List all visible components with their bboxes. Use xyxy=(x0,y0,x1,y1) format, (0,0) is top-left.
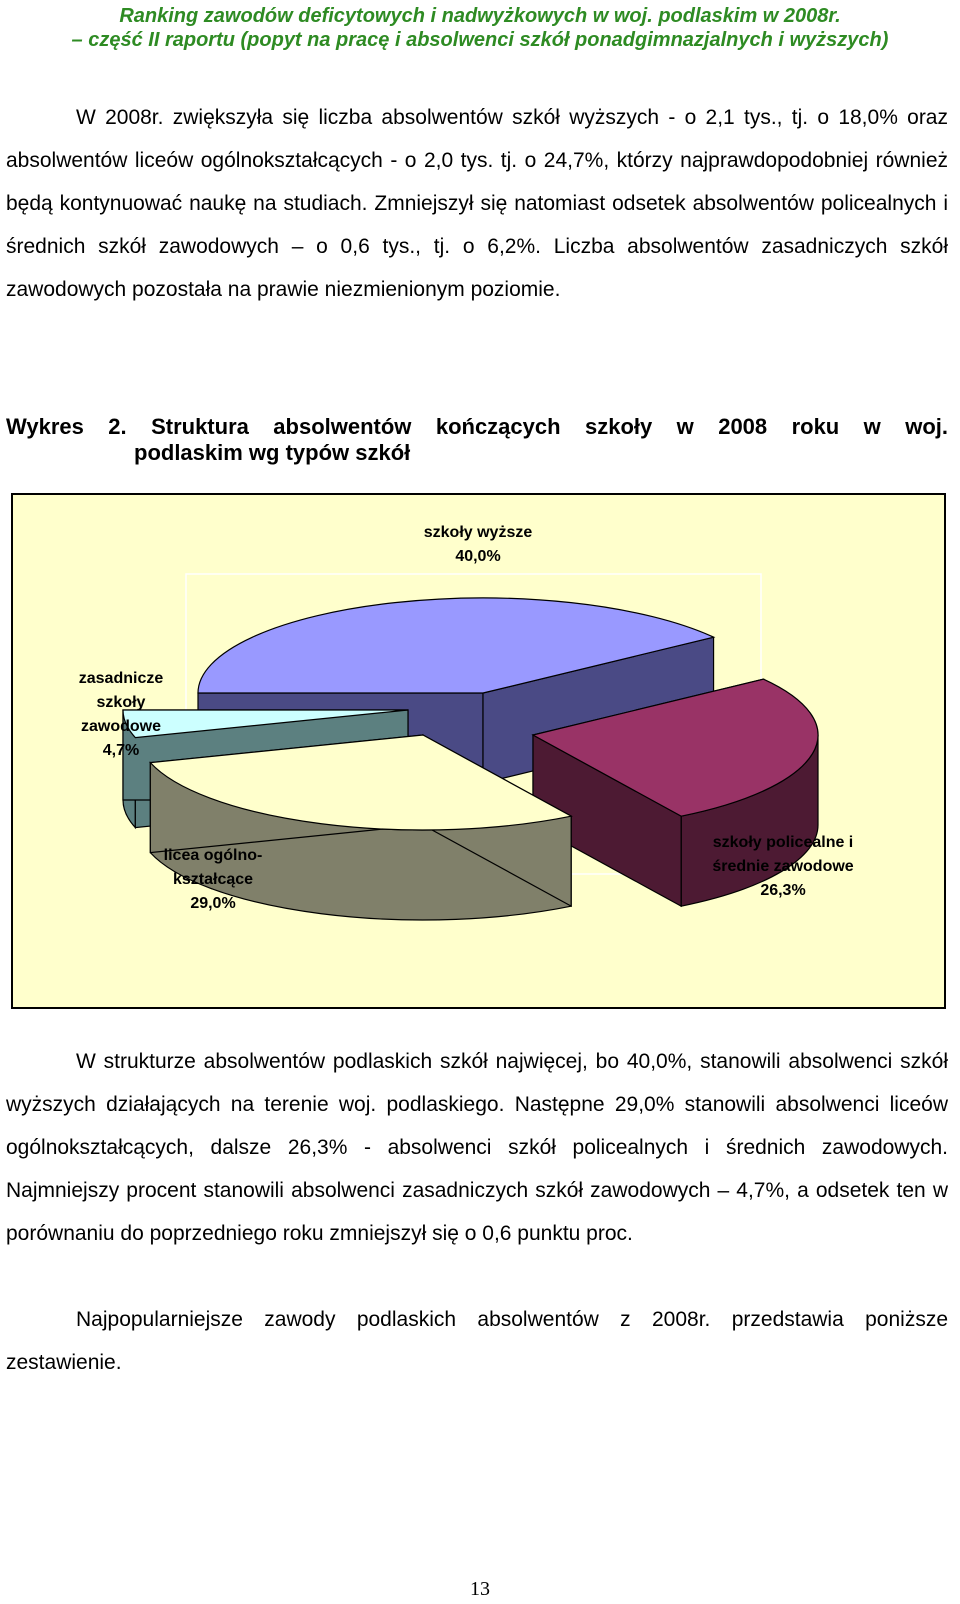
slice-label xyxy=(424,524,533,565)
page-number: 13 xyxy=(470,1578,490,1600)
slice-label xyxy=(164,847,263,912)
header-line-1: Ranking zawodów deficytowych i nadwyżkowych w woj. podlaskim w 2008r. xyxy=(119,5,841,27)
slice-label-line: 26,3% xyxy=(760,882,806,899)
header-line-2: – część II raportu (popyt na pracę i absolwenci szkół ponadgimnazjalnych i wyższych) xyxy=(71,29,889,51)
slice-label-line: szkoły wyższe xyxy=(423,524,533,541)
pie-chart-svg xyxy=(13,495,944,1007)
paragraph-2-text: W strukturze absolwentów podlaskich szkół najwięcej, bo 40,0%, stanowili absolwenci szkół wyższych działających na terenie woj. podlaskiego. Następne 29,0% stanowili absolwenci liceów ogólnokształcących, dalsze 26,3% - absolwenci szkół policealnych i średnich zawodowych. Najmniejszy procent stanowili absolwenci zasadniczych szkół zawodowych – 4,7%, a odsetek ten w porównaniu do poprzedniego roku zmniejszył się o 0,6 punktu proc. xyxy=(6,1050,948,1245)
paragraph-2 xyxy=(6,1040,948,1255)
figure-title-line-2: podlaskim wg typów szkół xyxy=(134,440,411,465)
slice-label-line: szkoły xyxy=(96,694,146,711)
slice-label-line: zasadnicze xyxy=(78,670,164,687)
slice-label-line: szkoły policealne i xyxy=(712,834,854,851)
pie-chart xyxy=(11,493,946,1009)
paragraph-1-text: W 2008r. zwiększyła się liczba absolwentów szkół wyższych - o 2,1 tys., tj. o 18,0% oraz absolwentów liceów ogólnokształcących - o 2,0 tys. tj. o 24,7%, którzy najprawdopodobniej również będą kontynuować naukę na studiach. Zmniejszył się natomiast odsetek absolwentów policealnych i średnich szkół zawodowych – o 0,6 tys., tj. o 6,2%. Liczba absolwentów zasadniczych szkół zawodowych pozostała na prawie niezmienionym poziomie. xyxy=(6,106,948,301)
figure-title-line-1: Wykres 2. Struktura absolwentów kończących szkoły w 2008 roku w woj. xyxy=(6,414,948,439)
slice-label-line: zawodowe xyxy=(80,718,162,735)
slice-label-line: kształcące xyxy=(172,871,254,888)
slice-label-line: 29,0% xyxy=(190,895,236,912)
paragraph-3-text: Najpopularniejsze zawody podlaskich absolwentów z 2008r. przedstawia poniższe zestawienie. xyxy=(6,1308,948,1374)
figure-title xyxy=(6,414,948,466)
slice-label-line: 40,0% xyxy=(455,548,501,565)
slice-label-line: licea ogólno- xyxy=(163,847,263,864)
slice-label-line: 4,7% xyxy=(102,742,140,759)
slice-label-line: średnie zawodowe xyxy=(712,858,854,875)
paragraph-1 xyxy=(6,96,948,311)
paragraph-3 xyxy=(6,1298,948,1384)
page-header xyxy=(0,4,960,52)
